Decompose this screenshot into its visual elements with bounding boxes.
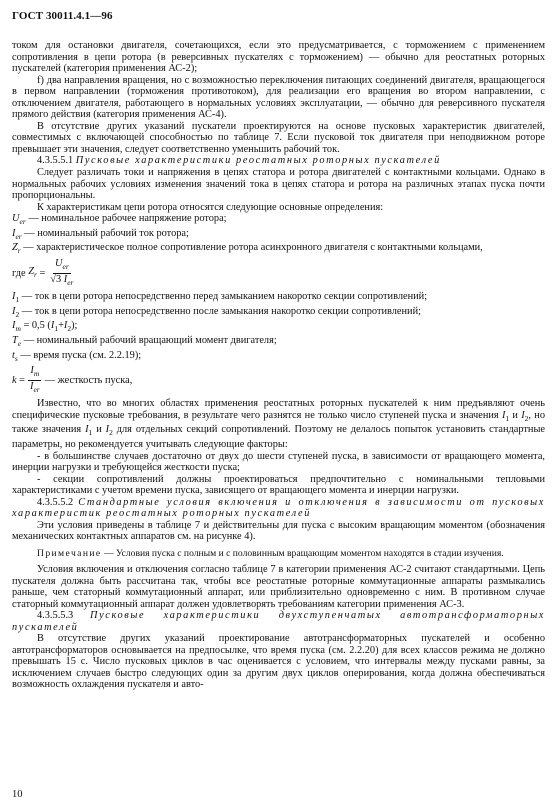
paragraph: Следует различать токи и напряжения в цепях статора и ротора двигателей с контактными кольцами. Однако в нормальных рабочих условиях изменения значений тока в цепях статора и ротора на различных этапах пуска почти пропорциональны. [12, 167, 545, 202]
definition-i2: $I_2$ — ток в цепи ротора непосредственно после замыкания накоротко секции сопротивлений; [12, 305, 421, 319]
note: Примечание — Условия пуска с полным и с половинным вращающим моментом находятся в стадии изучения. [37, 548, 504, 560]
definition-te: $T_e$ — номинальный рабочий вращающий момент двигателя; [12, 334, 277, 349]
paragraph: Известно, что во многих областях применения реостатных роторных пускателей к ним предъявляют очень специфические пусковые требования, в результате чего разнятся не только число ступеней пуска и значения $I_1$ и $I_2$, но также значения $I_1$ и $I_2$ для отдельных секций сопротивлений. Поэтому не делалось попыток установить стандартные параметры, но рекомендуется учитывать следующие факторы: [12, 398, 545, 451]
list-item: - в большинстве случаев достаточно от двух до шести ступеней пуска, в зависимости от вращающего момента, инерции нагрузки и требующейся жесткости пуска; [12, 450, 545, 474]
section-heading: 4.3.5.5.2 Стандартные условия включения и отключения в зависимости от пусковых характеристик реостатных роторных пускателей [12, 496, 545, 520]
paragraph: Эти условия приведены в таблице 7 и действительны для пуска с высоким вращающим моментом (обозначения механических контактных аппаратов см. на рисунке 4). [12, 519, 545, 543]
definition-zr: $Z_r$ — характеристическое полное сопротивление ротора асинхронного двигателя с контактными кольцами, [12, 242, 483, 256]
formula-zr: где $Z_r$ = $\frac{U_{er}}{√3 I_{er}}$ [12, 258, 74, 288]
paragraph: током для остановки двигателя, сочетающихся, если это предусматривается, с торможением с применением сопротивления в цепи ротора (в реверсивных пускателях с торможением) — обычно для реостатных роторных пускателей (категория применения АС-2); [12, 40, 545, 75]
paragraph: В отсутствие других указаний проектирование автотрансформаторных пускателей и особенно автотрансформаторов основывается на предпосылке, что время пуска (см. 2.2.20) для всех классов режима не должно превышать 15 с. Число пусковых циклов в час оценивается с условием, что интервалы между пусками равны, за исключением случаев быстро следующих один за другим двух циклов оперирования, когда должна обеспечиваться возможность охлаждения пускателя и авто- [12, 633, 545, 691]
formula-k: k = $\frac{I_m}{I_{er}}$ — жесткость пуска, [12, 365, 133, 395]
paragraph: f) два направления вращения, но с возможностью переключения питающих соединений двигателя, вращающегося в первом направлении (торможения противотоком), для реализации его вращения во втором направлении, с отключением двигателя, работающего в нормальных условиях эксплуатации, — обычно для реверсивного пускателя прямого действия (категория применения АС-4). [12, 74, 545, 121]
paragraph: В отсутствие других указаний пускатели проектируются на основе пусковых характеристик двигателей, совместимых с включающей способностью по таблице 7. Если пусковой ток двигателя при неподвижном роторе превышает эти значения, следует соответственно уменьшить рабочий ток. [12, 120, 545, 155]
paragraph: Условия включения и отключения согласно таблице 7 в категории применения АС-2 считают стандартными. Цепь пускателя должна быть рассчитана так, чтобы все реостатные роторные коммутационные аппараты размыкались раньше, чем статорный коммутационный аппарат, или приблизительно одновременно с ним. В противном случае статорный коммутационный аппарат должен удовлетворять требованиям категории применения АС-3. [12, 564, 545, 610]
definition-ts: $t_s$ — время пуска (см. 2.2.19); [12, 349, 142, 363]
page-number: 10 [12, 789, 23, 800]
paragraph: К характеристикам цепи ротора относятся следующие основные определения: [37, 201, 384, 213]
page-header: ГОСТ 30011.4.1—96 [12, 10, 113, 22]
definition-i1: $I_1$ — ток в цепи ротора непосредственно перед замыканием накоротко секции сопротивлений; [12, 291, 428, 305]
definition-im: $I_m = 0,5$ $(I_1+I_2)$; [12, 320, 78, 334]
body-text [12, 40, 545, 691]
definition-ier: $I_{er}$ — номинальный рабочий ток ротора; [12, 227, 189, 241]
section-heading: 4.3.5.5.3 Пусковые характеристики двухступенчатых автотрансформаторных пускателей [12, 610, 545, 633]
definition-uer: $U_{er}$ — номинальное рабочее напряжение ротора; [12, 213, 227, 227]
section-heading: 4.3.5.5.1 Пусковые характеристики реостатных роторных пускателей [37, 155, 441, 167]
list-item: - секции сопротивлений должны проектироваться предпочтительно с номинальными тепловыми характеристиками с учетом времени пуска, зависящего от вращающего момента и инерции нагрузки. [12, 473, 545, 497]
